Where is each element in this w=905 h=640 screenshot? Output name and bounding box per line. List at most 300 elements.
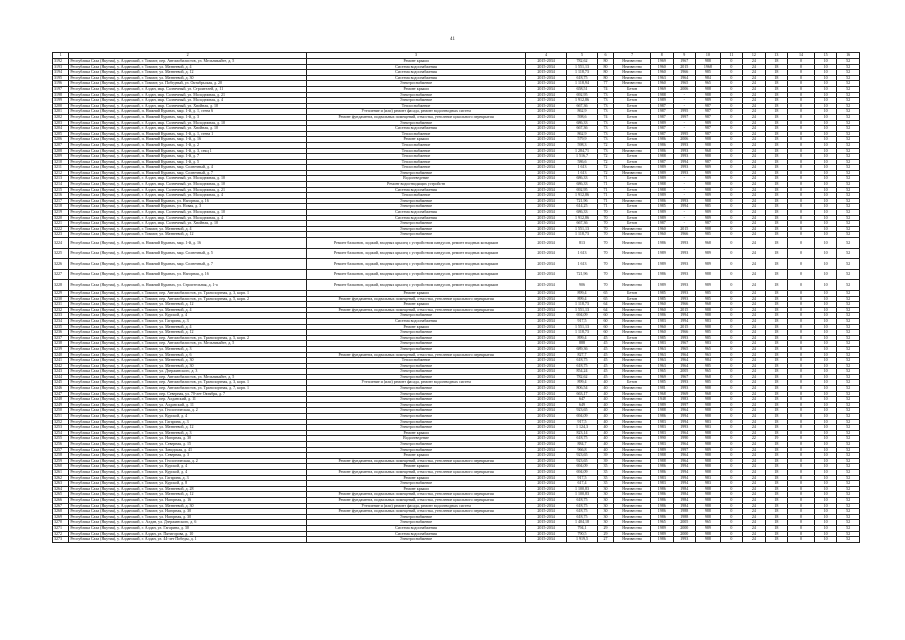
material-cell: Неизвестно: [614, 248, 651, 259]
year-built-cell: 1988: [651, 453, 674, 459]
area-cell: 823,14: [567, 430, 598, 436]
area-cell: 1 118,73: [567, 330, 598, 336]
material-cell: Бетон: [614, 131, 651, 137]
value-cell: 0: [720, 126, 743, 132]
value-cell: 18: [765, 419, 788, 425]
year-built-cell: 1988: [651, 154, 674, 160]
value-cell: 24: [743, 215, 766, 221]
value-cell: 0: [788, 92, 815, 98]
value-cell: 10: [814, 86, 837, 92]
work-type-cell: Электроснабжение: [306, 386, 525, 392]
row-number: 3241: [53, 358, 69, 364]
year-repair-cell: 1993: [673, 335, 696, 341]
row-number: 3246: [53, 386, 69, 392]
year-cell: 983: [696, 341, 721, 347]
year-repair-cell: 1964: [673, 442, 696, 448]
work-type-cell: Теплоснабжение: [306, 142, 525, 148]
address-cell: Республика Саха (Якутия), у. Алданский, г. Томмот, ул. Матвеевой, д. 3: [69, 430, 307, 436]
value-cell: 18: [765, 464, 788, 470]
year-cell: 988: [696, 269, 721, 280]
year-cell: 989: [696, 98, 721, 104]
value-cell: 18: [765, 369, 788, 375]
year-cell: 988: [696, 436, 721, 442]
work-type-cell: Электроснабжение: [306, 520, 525, 526]
material-cell: Неизвестно: [614, 475, 651, 481]
material-cell: Неизвестно: [614, 514, 651, 520]
value-cell: 24: [743, 165, 766, 171]
value-cell: 0: [788, 75, 815, 81]
year-cell: 988: [696, 408, 721, 414]
work-type-cell: Ремонт балконов, лоджий, входных крылец с устройством пандусов, ремонт входных козырьков: [306, 269, 525, 280]
address-cell: Республика Саха (Якутия), у. Алданский, г. Томмот, ул. Курской, д. 4: [69, 313, 307, 319]
material-cell: Бетон: [614, 221, 651, 227]
wear-cell: 70: [597, 238, 613, 249]
work-type-cell: Утепление и (или) ремонт фасада, ремонт водоотводных систем: [306, 503, 525, 509]
column-number-8: 8: [651, 53, 674, 59]
wear-cell: 30: [597, 486, 613, 492]
year-repair-cell: -: [673, 176, 696, 182]
value-cell: 0: [788, 453, 815, 459]
work-type-cell: Теплоснабжение: [306, 193, 525, 199]
row-number: 3218: [53, 204, 69, 210]
row-number: 3267: [53, 503, 69, 509]
period-cell: 2015-2034: [526, 481, 567, 487]
value-cell: 24: [743, 402, 766, 408]
value-cell: 10: [814, 313, 837, 319]
year-built-cell: 1985: [651, 290, 674, 296]
value-cell: 52: [837, 458, 860, 464]
work-type-cell: Электроснабжение: [306, 335, 525, 341]
address-cell: Республика Саха (Якутия), у. Алданский, г. Алдан, мкр. Солнечный, ул. Строителей, д. 11: [69, 86, 307, 92]
year-built-cell: 1983: [651, 318, 674, 324]
material-cell: Неизвестно: [614, 509, 651, 515]
value-cell: 10: [814, 386, 837, 392]
address-cell: Республика Саха (Якутия), у. Алданский, г. Алдан, мкр. Солнечный, ул. Молодежная, д. 4: [69, 215, 307, 221]
year-repair-cell: 1994: [673, 469, 696, 475]
work-type-cell: Электроснабжение: [306, 313, 525, 319]
row-number: 3269: [53, 514, 69, 520]
value-cell: 10: [814, 346, 837, 352]
year-cell: 988: [696, 486, 721, 492]
wear-cell: 73: [597, 131, 613, 137]
year-cell: 989: [696, 259, 721, 270]
period-cell: 2015-2034: [526, 187, 567, 193]
work-type-cell: Ремонт балконов, лоджий, входных крылец с устройством пандусов, ремонт входных козырьков: [306, 238, 525, 249]
value-cell: 0: [788, 469, 815, 475]
wear-cell: 70: [597, 248, 613, 259]
area-cell: 618,75: [567, 436, 598, 442]
work-type-cell: Электроснабжение: [306, 120, 525, 126]
value-cell: 0: [788, 221, 815, 227]
area-cell: 806,54: [567, 386, 598, 392]
year-repair-cell: 1993: [673, 148, 696, 154]
value-cell: 0: [720, 70, 743, 76]
value-cell: 0: [720, 148, 743, 154]
value-cell: 24: [743, 335, 766, 341]
year-built-cell: 1968: [651, 391, 674, 397]
year-cell: 988: [696, 324, 721, 330]
address-cell: Республика Саха (Якутия), у. Алданский, г. Алдан, мкр. Солнечный, ул. Хвойная, д. 10: [69, 103, 307, 109]
year-repair-cell: 1988: [673, 514, 696, 520]
area-cell: 854,24: [567, 369, 598, 375]
value-cell: 10: [814, 458, 837, 464]
value-cell: 24: [743, 296, 766, 302]
period-cell: 2015-2034: [526, 259, 567, 270]
value-cell: 0: [788, 148, 815, 154]
value-cell: 52: [837, 341, 860, 347]
value-cell: 0: [720, 259, 743, 270]
address-cell: Республика Саха (Якутия), у. Алданский, г. Томмот, пер. Северная, ул. 70-лет Октября, д. 7: [69, 391, 307, 397]
period-cell: 2015-2034: [526, 352, 567, 358]
year-cell: 988: [696, 414, 721, 420]
value-cell: 52: [837, 75, 860, 81]
value-cell: 0: [720, 98, 743, 104]
year-repair-cell: 1993: [673, 290, 696, 296]
value-cell: 52: [837, 414, 860, 420]
value-cell: 52: [837, 503, 860, 509]
year-cell: 968: [696, 391, 721, 397]
value-cell: 18: [765, 98, 788, 104]
value-cell: 10: [814, 425, 837, 431]
value-cell: 10: [814, 70, 837, 76]
area-cell: 966,8: [567, 447, 598, 453]
address-cell: Республика Саха (Якутия), у. Алданский, г. Томмот, пер. Автомобилистов, ул. Мельникайте, д. 5: [69, 341, 307, 347]
material-cell: Неизвестно: [614, 442, 651, 448]
wear-cell: 73: [597, 109, 613, 115]
value-cell: 10: [814, 92, 837, 98]
value-cell: 24: [743, 204, 766, 210]
year-cell: 985: [696, 296, 721, 302]
area-cell: 1 551,13: [567, 226, 598, 232]
material-cell: Бетон: [614, 154, 651, 160]
address-cell: Республика Саха (Якутия), у. Алданский, г. Томмот, ул. Дзержинского, д. 3: [69, 369, 307, 375]
year-repair-cell: 1995: [673, 131, 696, 137]
year-built-cell: 1986: [651, 509, 674, 515]
value-cell: 10: [814, 520, 837, 526]
row-number: 3242: [53, 363, 69, 369]
year-repair-cell: -: [673, 221, 696, 227]
wear-cell: 65: [597, 296, 613, 302]
value-cell: 52: [837, 165, 860, 171]
year-cell: 968: [696, 302, 721, 308]
row-number: 3268: [53, 509, 69, 515]
value-cell: 24: [743, 514, 766, 520]
value-cell: 24: [743, 380, 766, 386]
wear-cell: 72: [597, 154, 613, 160]
period-cell: 2015-2034: [526, 453, 567, 459]
area-cell: 649: [567, 402, 598, 408]
year-built-cell: 1989: [651, 98, 674, 104]
year-repair-cell: 2015: [673, 64, 696, 70]
column-number-11: 11: [720, 53, 743, 59]
value-cell: 0: [788, 425, 815, 431]
value-cell: 52: [837, 280, 860, 291]
material-cell: Неизвестно: [614, 363, 651, 369]
value-cell: 52: [837, 520, 860, 526]
value-cell: 0: [788, 374, 815, 380]
area-cell: 667,36: [567, 103, 598, 109]
material-cell: Неизвестно: [614, 402, 651, 408]
period-cell: 2015-2034: [526, 159, 567, 165]
year-repair-cell: 1964: [673, 75, 696, 81]
period-cell: 2015-2034: [526, 335, 567, 341]
row-number: 3257: [53, 447, 69, 453]
wear-cell: 64: [597, 302, 613, 308]
address-cell: Республика Саха (Якутия), у. Алданский, г. Томмот, ул. Матвеевой, д. 3: [69, 346, 307, 352]
value-cell: 24: [743, 318, 766, 324]
year-built-cell: 1986: [651, 238, 674, 249]
address-cell: Республика Саха (Якутия), у. Алданский, г. Алдан, мкр. Солнечный, ул. Молодежная, д. 21: [69, 92, 307, 98]
value-cell: 0: [788, 330, 815, 336]
year-repair-cell: 1994: [673, 475, 696, 481]
value-cell: 0: [788, 419, 815, 425]
value-cell: 52: [837, 509, 860, 515]
address-cell: Республика Саха (Якутия), у. Алданский, г. Томмот, ул. Курской, д. 4: [69, 464, 307, 470]
row-number: 3231: [53, 302, 69, 308]
period-cell: 2015-2034: [526, 98, 567, 104]
work-type-cell: Ремонт крыши: [306, 486, 525, 492]
value-cell: 52: [837, 81, 860, 87]
wear-cell: 74: [597, 86, 613, 92]
value-cell: 0: [720, 408, 743, 414]
value-cell: 10: [814, 226, 837, 232]
value-cell: 22: [743, 436, 766, 442]
year-cell: 984: [696, 75, 721, 81]
area-cell: 1 100,83: [567, 486, 598, 492]
year-cell: 988: [696, 86, 721, 92]
value-cell: 18: [765, 313, 788, 319]
year-cell: 965: [696, 520, 721, 526]
row-number: 3222: [53, 226, 69, 232]
work-type-cell: Электроснабжение: [306, 414, 525, 420]
area-cell: 658,51: [567, 86, 598, 92]
value-cell: 18: [765, 458, 788, 464]
address-cell: Республика Саха (Якутия), у. Алданский, г. Томмот, ул. Матвеевой, д. 12: [69, 425, 307, 431]
value-cell: 24: [743, 492, 766, 498]
area-cell: 617,4: [567, 481, 598, 487]
year-built-cell: 1989: [651, 193, 674, 199]
address-cell: Республика Саха (Якутия), у. Алданский, г. Томмот, пер. Автомобилистов, ул. Транспортная, д. 5, корп. 2: [69, 296, 307, 302]
material-cell: Неизвестно: [614, 408, 651, 414]
year-built-cell: 1963: [651, 346, 674, 352]
value-cell: 52: [837, 537, 860, 543]
row-number: 3260: [53, 464, 69, 470]
material-cell: Бетон: [614, 204, 651, 210]
year-built-cell: 1986: [651, 142, 674, 148]
period-cell: 2015-2034: [526, 520, 567, 526]
year-repair-cell: 1993: [673, 259, 696, 270]
address-cell: Республика Саха (Якутия), у. Алданский, г. Алдан, мкр. Солнечный, ул. Молодежная, д. 10: [69, 120, 307, 126]
address-cell: Республика Саха (Якутия), у. Алданский, г. Томмот, ул. Курской, д. 4: [69, 469, 307, 475]
year-repair-cell: 1993: [673, 142, 696, 148]
year-cell: 988: [696, 503, 721, 509]
value-cell: 0: [720, 380, 743, 386]
value-cell: 10: [814, 232, 837, 238]
year-cell: 989: [696, 248, 721, 259]
wear-cell: 40: [597, 436, 613, 442]
value-cell: 0: [788, 346, 815, 352]
value-cell: 0: [720, 497, 743, 503]
material-cell: Бетон: [614, 193, 651, 199]
material-cell: Неизвестно: [614, 447, 651, 453]
address-cell: Республика Саха (Якутия), у. Алданский, г. Томмот, пер. Алданский, д. 11: [69, 397, 307, 403]
wear-cell: 71: [597, 193, 613, 199]
value-cell: 18: [765, 109, 788, 115]
value-cell: 10: [814, 469, 837, 475]
year-cell: 988: [696, 313, 721, 319]
value-cell: 24: [743, 81, 766, 87]
value-cell: 0: [720, 469, 743, 475]
work-type-cell: Система водоснабжения: [306, 70, 525, 76]
year-cell: 988: [696, 226, 721, 232]
year-repair-cell: 2000: [673, 525, 696, 531]
period-cell: 2015-2034: [526, 131, 567, 137]
material-cell: Неизвестно: [614, 531, 651, 537]
value-cell: 18: [765, 514, 788, 520]
value-cell: 52: [837, 296, 860, 302]
year-repair-cell: -: [673, 182, 696, 188]
value-cell: 24: [743, 259, 766, 270]
value-cell: 0: [788, 114, 815, 120]
year-repair-cell: 1967: [673, 374, 696, 380]
wear-cell: 29: [597, 531, 613, 537]
value-cell: 0: [788, 475, 815, 481]
value-cell: 0: [720, 442, 743, 448]
value-cell: 52: [837, 430, 860, 436]
value-cell: 52: [837, 352, 860, 358]
value-cell: 10: [814, 503, 837, 509]
value-cell: 18: [765, 414, 788, 420]
value-cell: 18: [765, 307, 788, 313]
period-cell: 2015-2034: [526, 142, 567, 148]
value-cell: 10: [814, 296, 837, 302]
year-repair-cell: 1988: [673, 509, 696, 515]
value-cell: 0: [720, 313, 743, 319]
year-cell: 987: [696, 103, 721, 109]
address-cell: Республика Саха (Якутия), у. Алданский, г. Томмот, ул. Матвеевой, д. 28: [69, 486, 307, 492]
value-cell: 24: [743, 374, 766, 380]
column-number-4: 4: [526, 53, 567, 59]
address-cell: Республика Саха (Якутия), у. Алданский, г. Томмот, ул. Матвеевой, д. 4: [69, 307, 307, 313]
year-repair-cell: 1964: [673, 352, 696, 358]
work-type-cell: Ремонт фундамента, подвальных помещений, отмостка, утепление цокольного перекрытия: [306, 469, 525, 475]
row-number: 3238: [53, 341, 69, 347]
year-built-cell: 1985: [651, 296, 674, 302]
period-cell: 2015-2034: [526, 341, 567, 347]
year-repair-cell: 2015: [673, 226, 696, 232]
value-cell: 10: [814, 352, 837, 358]
value-cell: 10: [814, 302, 837, 308]
year-repair-cell: 1994: [673, 419, 696, 425]
column-number-2: 2: [69, 53, 307, 59]
value-cell: 0: [788, 86, 815, 92]
value-cell: 24: [743, 520, 766, 526]
year-repair-cell: 1993: [673, 238, 696, 249]
value-cell: 0: [788, 537, 815, 543]
period-cell: 2015-2034: [526, 408, 567, 414]
value-cell: 24: [743, 70, 766, 76]
period-cell: 2015-2034: [526, 324, 567, 330]
value-cell: 24: [743, 481, 766, 487]
wear-cell: 60: [597, 318, 613, 324]
value-cell: 10: [814, 341, 837, 347]
value-cell: 10: [814, 408, 837, 414]
year-cell: 987: [696, 159, 721, 165]
wear-cell: 45: [597, 369, 613, 375]
work-type-cell: Ремонт крыши: [306, 290, 525, 296]
period-cell: 2015-2034: [526, 397, 567, 403]
value-cell: 0: [788, 408, 815, 414]
year-repair-cell: 1993: [673, 198, 696, 204]
year-cell: 984: [696, 358, 721, 364]
year-built-cell: 1987: [651, 109, 674, 115]
wear-cell: 71: [597, 198, 613, 204]
value-cell: 10: [814, 210, 837, 216]
period-cell: 2015-2034: [526, 414, 567, 420]
value-cell: 18: [765, 159, 788, 165]
work-type-cell: Электроснабжение: [306, 346, 525, 352]
value-cell: 52: [837, 436, 860, 442]
value-cell: 18: [765, 397, 788, 403]
address-cell: Республика Саха (Якутия), у. Алданский, г. Алдан, мкр. Солнечный, ул. Молодежная, д. 4: [69, 193, 307, 199]
row-number: 3200: [53, 103, 69, 109]
row-number: 3214: [53, 182, 69, 188]
value-cell: 18: [765, 318, 788, 324]
wear-cell: 35: [597, 481, 613, 487]
address-cell: Республика Саха (Якутия), у. Алданский, п. Нижний Куранах, мкр. Солнечный, д. 7: [69, 170, 307, 176]
wear-cell: 80: [597, 70, 613, 76]
year-repair-cell: 2015: [673, 307, 696, 313]
row-number: 3217: [53, 198, 69, 204]
wear-cell: 70: [597, 269, 613, 280]
year-cell: 989: [696, 210, 721, 216]
value-cell: 10: [814, 280, 837, 291]
year-cell: 989: [696, 176, 721, 182]
value-cell: 10: [814, 159, 837, 165]
address-cell: Республика Саха (Якутия), у. Алданский, г. Томмот, ул. Заводская, д. 41: [69, 447, 307, 453]
row-number: 3232: [53, 307, 69, 313]
year-built-cell: 1986: [651, 497, 674, 503]
year-repair-cell: 1983: [673, 397, 696, 403]
period-cell: 2015-2034: [526, 386, 567, 392]
area-cell: 794,1: [567, 525, 598, 531]
value-cell: 0: [720, 165, 743, 171]
value-cell: 0: [720, 386, 743, 392]
value-cell: 18: [765, 503, 788, 509]
area-cell: 1 118,94: [567, 81, 598, 87]
value-cell: 24: [743, 226, 766, 232]
value-cell: 0: [788, 215, 815, 221]
row-number: 3236: [53, 330, 69, 336]
row-number: 3209: [53, 154, 69, 160]
year-cell: 987: [696, 109, 721, 115]
address-cell: Республика Саха (Якутия), у. Алданский, п. Нижний Куранах, мкр. 1-й, д. 16: [69, 238, 307, 249]
row-number: 3235: [53, 324, 69, 330]
year-cell: 987: [696, 126, 721, 132]
value-cell: 10: [814, 453, 837, 459]
work-type-cell: Электроснабжение: [306, 330, 525, 336]
value-cell: 18: [765, 341, 788, 347]
value-cell: 0: [788, 226, 815, 232]
wear-cell: 29: [597, 525, 613, 531]
value-cell: 52: [837, 391, 860, 397]
period-cell: 2015-2034: [526, 280, 567, 291]
wear-cell: 40: [597, 419, 613, 425]
wear-cell: 39: [597, 453, 613, 459]
value-cell: 18: [765, 290, 788, 296]
period-cell: 2015-2034: [526, 358, 567, 364]
wear-cell: 40: [597, 380, 613, 386]
